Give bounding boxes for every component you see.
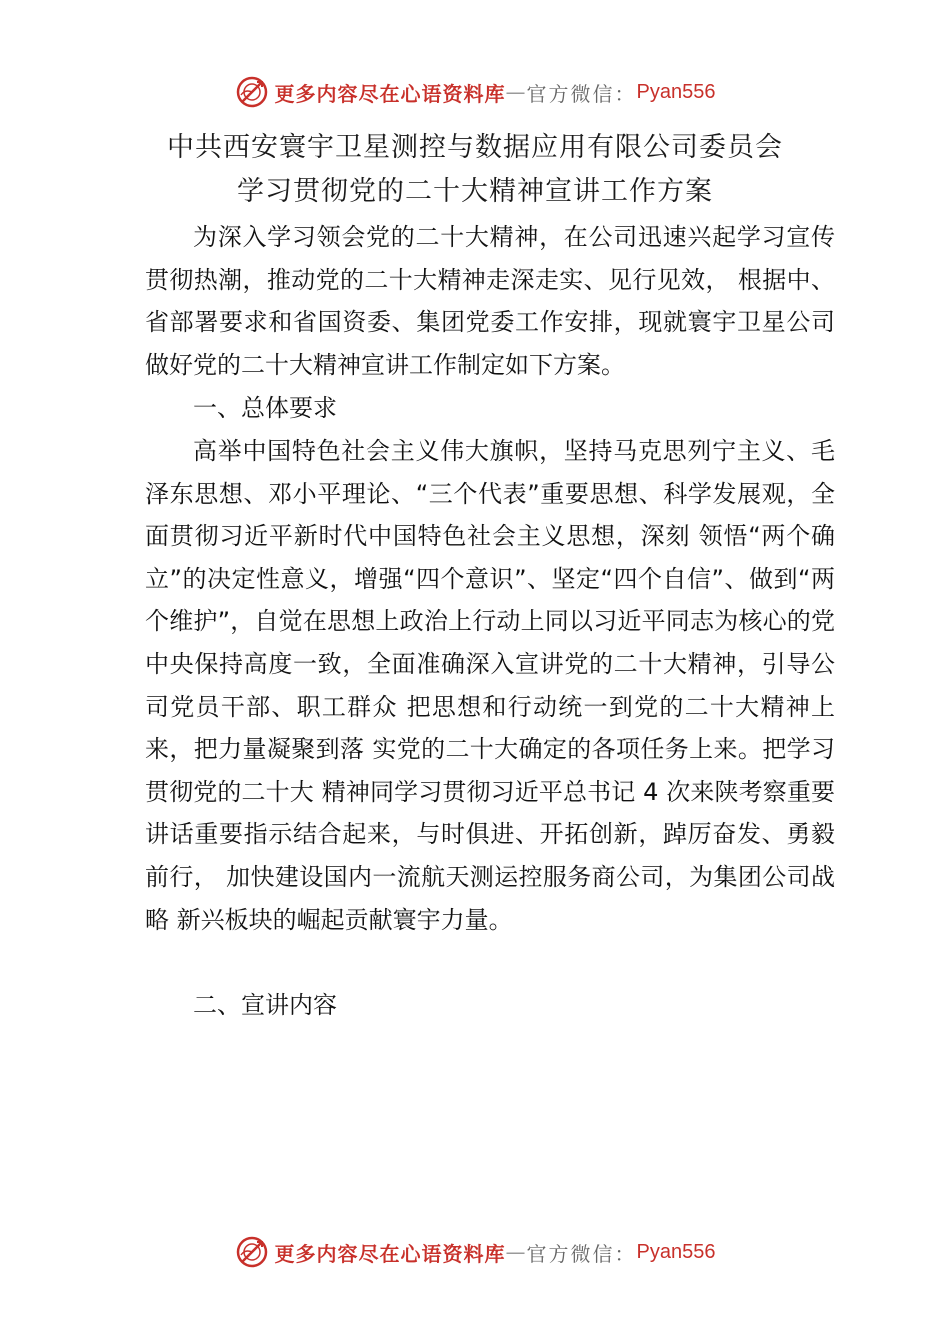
watermark-footer [0, 1232, 950, 1272]
watermark-brand: 更多内容尽在心语资料库 [274, 1241, 506, 1266]
watermark-separator: — [505, 80, 527, 104]
watermark-separator: — [505, 1240, 527, 1264]
brand-logo-icon [235, 1235, 269, 1269]
watermark-label: 官方微信： [526, 81, 637, 106]
section2-heading-block [145, 984, 835, 1027]
intro-paragraph [145, 216, 835, 386]
brand-logo-icon [235, 75, 269, 109]
section1-text: 高举中国特色社会主义伟大旗帜，坚持马克思列宁主义、毛泽东思想、邓小平理论、“三个代表”重要思想、科学发展观，全面贯彻习近平新时代中国特色社会主义思想，深刻 领悟“两个确立”的决定性意义，增强“四个意识”、坚定“四个自信”、做到“两个维护”，自觉在思想上政治上行动上同以习近平同志为核心的党中央保持高度一致，全面准确深入宣讲党的二十大精神，引导公司党员干部、职工群众 把思想和行动统一到党的二十大精神上来，把力量凝聚到落 实党的二十大确定的各项任务上来。把学习贯彻党的二十大 精神同学习贯彻习近平总书记 4 次来陕考察重要讲话重要指示结合起来，与时俱进、开拓创新，踔厉奋发、勇毅前行， 加快建设国内一流航天测运控服务商公司，为集团公司战略 新兴板块的崛起贡献寰宇力量。 [145, 437, 835, 934]
watermark-id: Pyan556 [636, 1240, 716, 1263]
section1-heading-block [145, 387, 835, 430]
document-title-line1: 中共西安寰宇卫星测控与数据应用有限公司委员会 [167, 132, 783, 163]
section1-heading: 一、总体要求 [193, 394, 337, 422]
watermark-id: Pyan556 [636, 80, 716, 103]
document-title-line2: 学习贯彻党的二十大精神宣讲工作方案 [237, 176, 713, 207]
section1-paragraph [145, 430, 835, 941]
watermark-brand: 更多内容尽在心语资料库 [274, 81, 506, 106]
intro-text: 为深入学习领会党的二十大精神，在公司迅速兴起学习宣传贯彻热潮，推动党的二十大精神走深走实、见行见效， 根据中、省部署要求和省国资委、集团党委工作安排，现就寰宇卫星公司做好党的二十大精神宣讲工作制定如下方案。 [145, 223, 835, 379]
watermark-label: 官方微信： [526, 1241, 637, 1266]
section2-heading: 二、宣讲内容 [193, 991, 337, 1019]
watermark-header [0, 72, 950, 112]
